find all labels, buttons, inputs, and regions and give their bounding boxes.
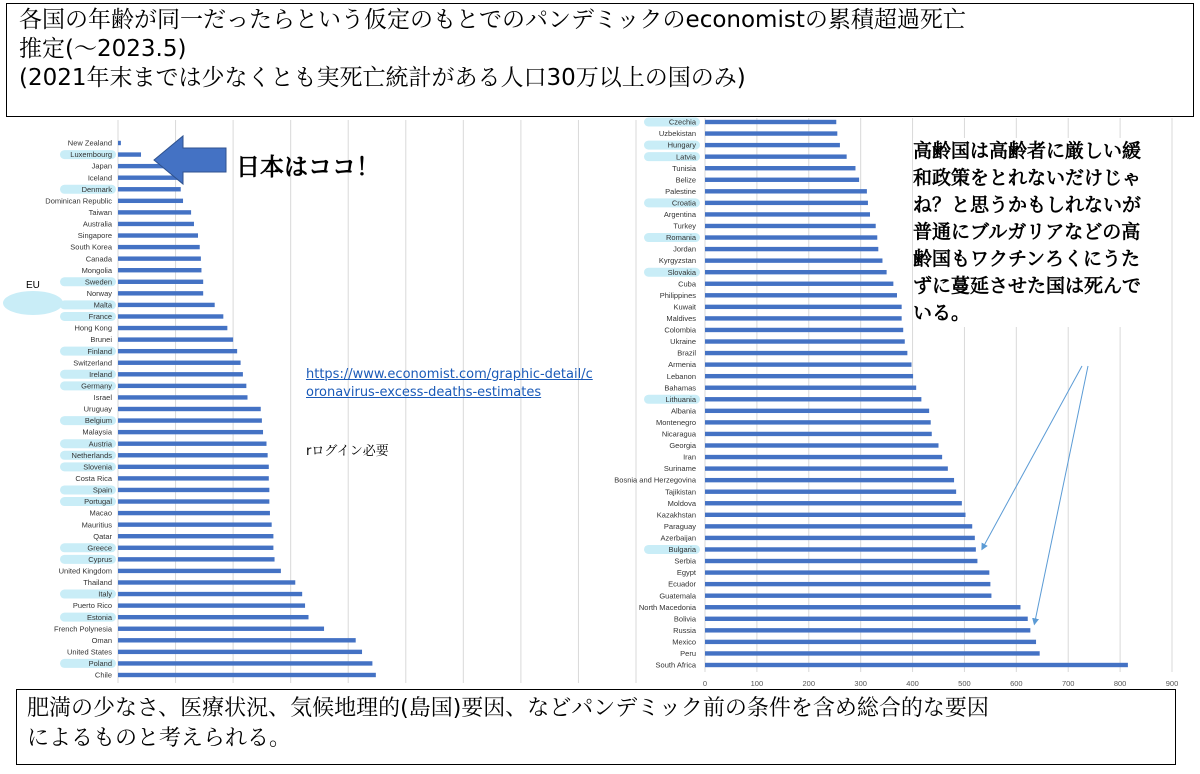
category-label: Croatia	[671, 198, 696, 208]
category-label: Paraguay	[663, 521, 696, 531]
bar	[118, 615, 309, 619]
bar	[705, 351, 907, 355]
category-label: Canada	[85, 254, 112, 264]
bar	[705, 131, 837, 135]
category-label: France	[88, 312, 112, 322]
category-label: Switzerland	[73, 358, 112, 368]
category-label: Lithuania	[665, 394, 696, 404]
category-label: Netherlands	[71, 450, 112, 460]
x-tick-label: 200	[802, 679, 816, 688]
category-label: Italy	[98, 589, 112, 599]
category-label: Cyprus	[88, 554, 112, 564]
title-line-3: (2021年末までは少なくとも実死亡統計がある人口30万以上の国のみ)	[19, 65, 746, 91]
category-label: Ecuador	[668, 579, 696, 589]
bar	[705, 420, 931, 424]
bar	[118, 395, 248, 399]
bar	[705, 247, 878, 251]
category-label: Denmark	[81, 184, 112, 194]
bar	[705, 362, 912, 366]
bar	[705, 593, 991, 597]
category-label: Jordan	[673, 244, 696, 254]
category-label: Dominican Republic	[45, 196, 112, 206]
category-label: Philippines	[659, 290, 696, 300]
bar	[118, 430, 263, 434]
bar	[118, 661, 372, 665]
pointer-arrow-bulgaria	[982, 366, 1082, 549]
bar	[118, 407, 261, 411]
bar	[705, 305, 902, 309]
category-label: Argentina	[663, 210, 696, 220]
x-tick-label: 600	[1010, 679, 1023, 688]
bar	[118, 314, 223, 318]
category-label: Maldives	[666, 314, 696, 324]
bar	[118, 280, 203, 284]
bar	[118, 557, 275, 561]
bar	[118, 326, 227, 330]
bar	[118, 256, 201, 260]
category-label: Brunei	[90, 335, 112, 345]
category-label: Bosnia and Herzegovina	[614, 475, 696, 485]
bar	[118, 141, 121, 145]
category-label: Georgia	[669, 441, 696, 451]
bar	[705, 339, 905, 343]
category-label: Chile	[94, 670, 112, 680]
category-label: Kazakhstan	[656, 510, 696, 520]
bar	[118, 499, 269, 503]
bar	[705, 513, 965, 517]
bar	[118, 233, 198, 237]
bar	[705, 328, 903, 332]
bar	[118, 349, 237, 353]
login-note: rログイン必要	[306, 444, 389, 459]
category-label: Mongolia	[81, 265, 112, 275]
category-label: Slovakia	[667, 267, 696, 277]
bar	[118, 222, 194, 226]
bar	[118, 245, 200, 249]
footer-line-1: 肥満の少なさ、医療状況、気候地理的(島国)要因、などパンデミック前の条件を含め総合的な要因	[27, 696, 989, 721]
category-label: Oman	[91, 635, 112, 645]
bar	[118, 199, 183, 203]
category-label: Portugal	[84, 497, 112, 507]
bar	[705, 524, 972, 528]
x-tick-label: 400	[906, 679, 919, 688]
category-label: Hungary	[667, 140, 696, 150]
bar	[118, 522, 272, 526]
category-label: Serbia	[674, 556, 696, 566]
category-label: Cuba	[678, 279, 696, 289]
category-label: North Macedonia	[638, 602, 696, 612]
category-label: Iceland	[87, 173, 112, 183]
category-label: Ukraine	[670, 337, 696, 347]
category-label: Russia	[673, 625, 696, 635]
bar	[118, 638, 356, 642]
category-label: South Korea	[70, 242, 112, 252]
category-label: Malta	[93, 300, 112, 310]
bar	[705, 397, 921, 401]
bar	[705, 570, 989, 574]
bar	[118, 187, 181, 191]
comment-text: 高齢国は高齢者に厳しい緩和政策をとれないだけじゃね？と思うかもしれないが普通にブルガリアなどの高齢国もワクチンろくにうたずに蔓延させた国は死んでいる。	[913, 138, 1158, 327]
bar	[705, 201, 868, 205]
category-label: Bolivia	[673, 614, 696, 624]
category-label: Tajikistan	[665, 487, 696, 497]
bar	[118, 453, 268, 457]
bar	[118, 441, 266, 445]
bar	[118, 650, 362, 654]
category-label: United States	[66, 647, 112, 657]
footer-line-2: によるものと考えられる。	[27, 726, 292, 751]
category-label: Costa Rica	[75, 473, 112, 483]
bar	[705, 605, 1020, 609]
x-tick-label: 300	[854, 679, 867, 688]
category-label: Estonia	[86, 612, 112, 622]
bar	[705, 501, 962, 505]
category-label: Czechia	[668, 117, 696, 127]
bar	[705, 490, 956, 494]
category-label: Luxembourg	[70, 150, 112, 160]
bar	[705, 189, 867, 193]
category-label: Macao	[89, 508, 112, 518]
category-label: Kyrgyzstan	[658, 256, 696, 266]
category-label: Suriname	[663, 464, 696, 474]
bar	[118, 476, 269, 480]
category-label: Belgium	[84, 416, 112, 426]
economist-link[interactable]: https://www.economist.com/graphic-detail/coronavirus-excess-deaths-estimates	[306, 367, 593, 400]
bar	[705, 270, 887, 274]
category-label: Israel	[93, 393, 112, 403]
category-label: Uzbekistan	[658, 129, 696, 139]
category-label: Japan	[91, 161, 112, 171]
bar	[705, 547, 976, 551]
bar	[118, 534, 273, 538]
x-tick-label: 700	[1061, 679, 1075, 688]
bar	[705, 559, 977, 563]
category-label: Armenia	[668, 360, 696, 370]
category-label: Mexico	[672, 637, 696, 647]
category-label: Ireland	[89, 369, 112, 379]
x-tick-label: 900	[1165, 679, 1179, 688]
category-label: New Zealand	[67, 138, 112, 148]
bar	[705, 212, 870, 216]
category-label: Spain	[92, 485, 112, 495]
eu-legend-label: EU	[26, 280, 40, 291]
bar	[118, 361, 241, 365]
bar	[705, 120, 836, 124]
category-label: Sweden	[84, 277, 112, 287]
bar	[705, 293, 897, 297]
category-label: Bulgaria	[668, 545, 696, 555]
bar	[118, 673, 376, 677]
category-label: Bahamas	[664, 383, 696, 393]
category-label: Palestine	[665, 186, 696, 196]
bar	[705, 628, 1030, 632]
bar	[705, 235, 877, 239]
category-label: Albania	[670, 406, 696, 416]
bar	[705, 374, 913, 378]
category-label: Singapore	[77, 231, 112, 241]
bar	[705, 224, 876, 228]
category-label: Moldova	[667, 498, 696, 508]
bar	[705, 640, 1036, 644]
bar	[118, 603, 305, 607]
category-label: Romania	[665, 233, 696, 243]
category-label: Finland	[87, 346, 112, 356]
bar	[705, 316, 902, 320]
title-line-1: 各国の年齢が同一だったらという仮定のもとでのパンデミックのeconomistの累積超過死亡	[19, 7, 966, 33]
eu-legend-swatch	[3, 291, 63, 315]
bar	[705, 178, 859, 182]
bar	[118, 372, 243, 376]
bar	[705, 617, 1028, 621]
category-label: Colombia	[664, 325, 696, 335]
category-label: Azerbaijan	[660, 533, 696, 543]
bar	[705, 478, 954, 482]
bar	[705, 663, 1128, 667]
bar	[118, 546, 273, 550]
bar	[705, 143, 840, 147]
title-line-2: 推定(～2023.5)	[19, 36, 187, 62]
bar	[705, 258, 882, 262]
category-label: Mauritius	[81, 520, 112, 530]
bar	[705, 166, 855, 170]
category-label: Peru	[680, 649, 696, 659]
category-label: Australia	[82, 219, 112, 229]
category-label: Iran	[683, 452, 696, 462]
bar	[118, 337, 233, 341]
bar	[118, 210, 191, 214]
bar	[118, 291, 203, 295]
category-label: Guatemala	[659, 591, 696, 601]
bar	[118, 418, 262, 422]
bar	[118, 303, 215, 307]
bar	[705, 651, 1040, 655]
bar	[705, 582, 990, 586]
bar	[118, 580, 295, 584]
bar	[118, 488, 269, 492]
category-label: Germany	[81, 381, 112, 391]
category-label: Uruguay	[83, 404, 112, 414]
category-label: Greece	[87, 543, 112, 553]
category-label: Puerto Rico	[72, 601, 112, 611]
bar	[705, 536, 975, 540]
bar	[705, 409, 929, 413]
category-label: South Africa	[655, 660, 696, 670]
x-tick-label: 800	[1113, 679, 1127, 688]
category-label: Austria	[88, 439, 112, 449]
category-label: Poland	[88, 659, 112, 669]
bar	[118, 175, 180, 179]
bar	[705, 432, 932, 436]
category-label: Latvia	[675, 152, 696, 162]
category-label: Egypt	[676, 568, 696, 578]
bar	[118, 465, 269, 469]
category-label: French Polynesia	[54, 624, 112, 634]
category-label: Montenegro	[655, 417, 696, 427]
footer-box	[16, 689, 1176, 765]
category-label: Kuwait	[673, 302, 696, 312]
category-label: Norway	[86, 288, 112, 298]
bar	[118, 569, 281, 573]
bar	[705, 455, 942, 459]
bar	[118, 384, 246, 388]
bar	[118, 152, 141, 156]
bar	[705, 282, 893, 286]
category-label: Belize	[675, 175, 696, 185]
category-label: Nicaragua	[661, 429, 696, 439]
x-tick-label: 500	[958, 679, 971, 688]
bar	[705, 466, 948, 470]
category-label: Hong Kong	[74, 323, 112, 333]
bar	[118, 627, 324, 631]
bar	[118, 511, 270, 515]
bar	[118, 592, 302, 596]
category-label: Tunisia	[672, 163, 696, 173]
japan-note: 日本はココ！	[236, 153, 380, 181]
bar	[705, 154, 847, 158]
bar	[705, 386, 916, 390]
category-label: Slovenia	[83, 462, 112, 472]
category-label: Malaysia	[82, 427, 112, 437]
title-box	[6, 3, 1194, 117]
category-label: United Kingdom	[58, 566, 112, 576]
category-label: Brazil	[677, 348, 696, 358]
category-label: Qatar	[93, 531, 112, 541]
category-label: Turkey	[673, 221, 696, 231]
category-label: Taiwan	[88, 207, 112, 217]
x-tick-label: 100	[750, 679, 764, 688]
bar	[705, 443, 939, 447]
category-label: Lebanon	[666, 371, 696, 381]
bar	[118, 268, 201, 272]
x-tick-label: 0	[702, 679, 708, 688]
category-label: Thailand	[83, 578, 112, 588]
